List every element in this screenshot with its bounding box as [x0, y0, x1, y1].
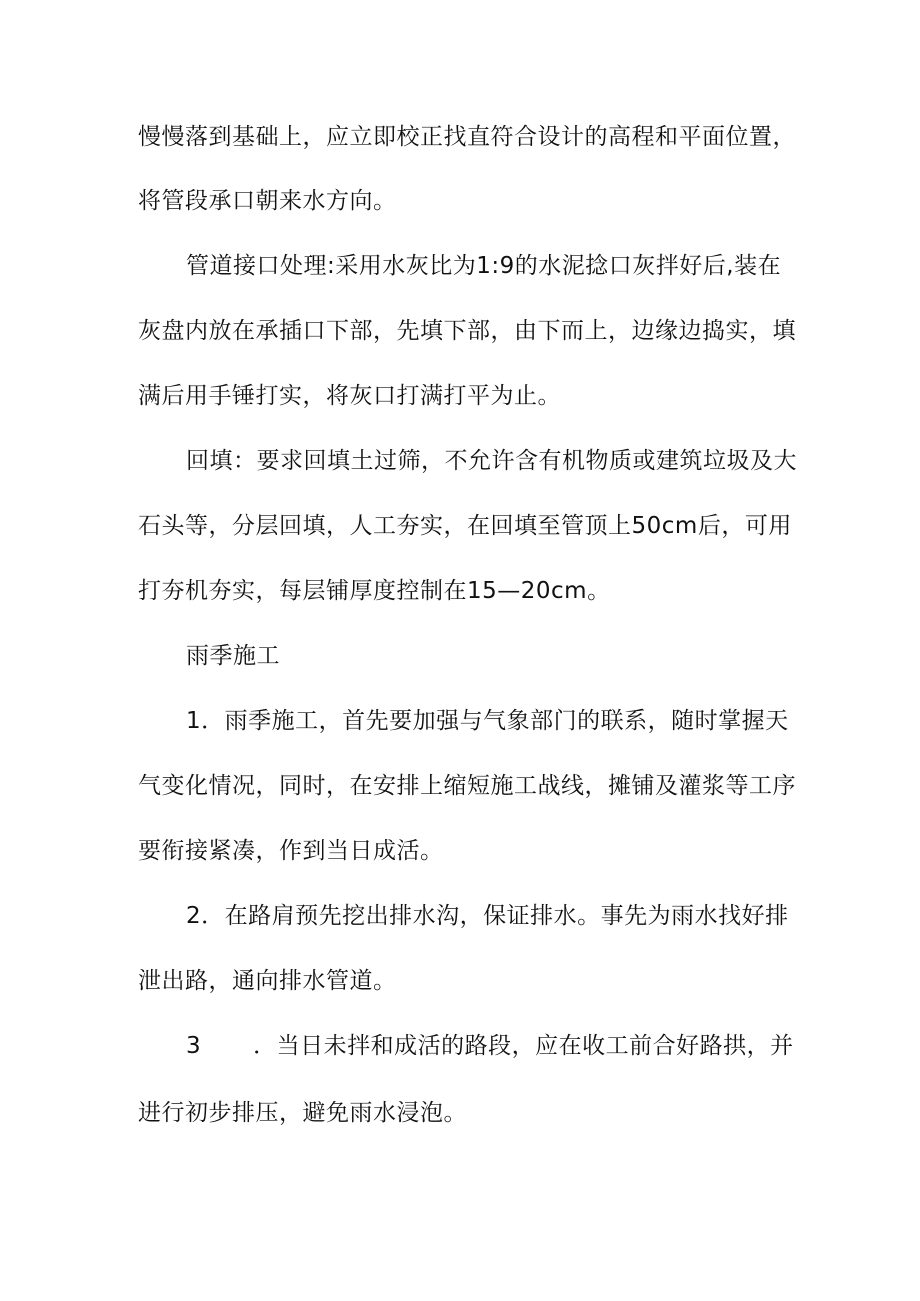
- list-number: 3: [186, 1033, 202, 1059]
- paragraph-line-3: 管道接口处理:采用水灰比为1:9的水泥捻口灰拌好后,装在: [186, 253, 782, 279]
- paragraph-line-1: 慢慢落到基础上，应立即校正找直符合设计的高程和平面位置，: [138, 124, 796, 150]
- paragraph-line-4: 灰盘内放在承插口下部，先填下部，由下而上，边缘边捣实，填: [138, 318, 796, 344]
- paragraph-line-10: 1．雨季施工，首先要加强与气象部门的联系，随时掌握天: [186, 708, 789, 734]
- paragraph-line-6: 回填：要求回填土过筛，不允许含有机物质或建筑垃圾及大: [186, 448, 797, 474]
- paragraph-line-15: [186, 1031, 794, 1061]
- section-heading: 雨季施工: [186, 643, 280, 669]
- paragraph-line-16: 进行初步排压，避免雨水浸泡。: [138, 1100, 467, 1126]
- paragraph-line-5: 满后用手锤打实，将灰口打满打平为止。: [138, 383, 561, 409]
- paragraph-line-7: 石头等，分层回填，人工夯实，在回填至管顶上50cm后，可用: [138, 513, 792, 539]
- paragraph-line-13: 2．在路肩预先挖出排水沟，保证排水。事先为雨水找好排: [186, 903, 789, 929]
- paragraph-line-11: 气变化情况，同时，在安排上缩短施工战线，摊铺及灌浆等工序: [138, 773, 796, 799]
- paragraph-line-12: 要衔接紧凑，作到当日成活。: [138, 838, 444, 864]
- paragraph-line-2: 将管段承口朝来水方向。: [138, 188, 397, 214]
- paragraph-line-14: 泄出路，通向排水管道。: [138, 968, 397, 994]
- paragraph-line-8: 打夯机夯实，每层铺厚度控制在15—20cm。: [138, 578, 611, 604]
- paragraph-line-15-text: ．当日未拌和成活的路段，应在收工前合好路拱，并: [253, 1033, 794, 1059]
